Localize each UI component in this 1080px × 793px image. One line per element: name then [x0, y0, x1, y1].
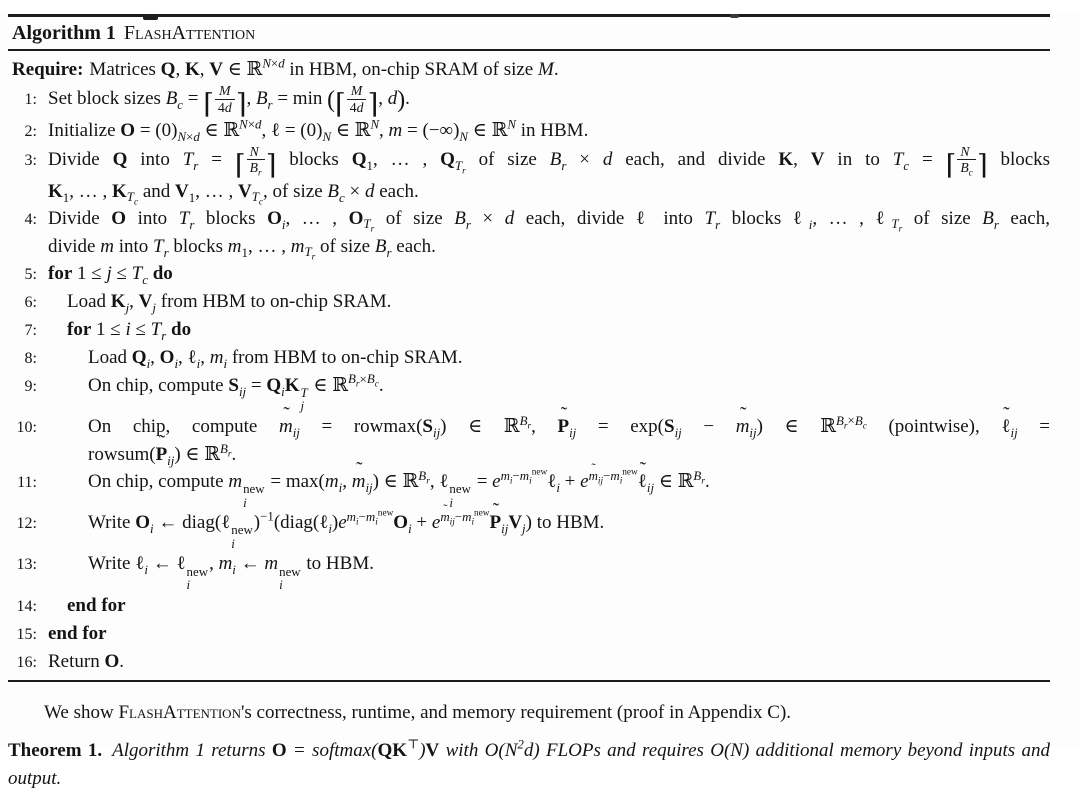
line-content: for $1 \le j \le T_c$ do	[48, 262, 173, 287]
line-content: Divide Q into $T_r$ = ⌈ $\frac{N}{B_r}$ ⌉ blocks $Q_1$, … , $Q_{T_r}$ of size $B_r \times d$ each, and divide K, V in to $T_c$ = ⌈ $\frac{N}{B_c}$ ⌉ blocks	[48, 143, 1051, 180]
line-content: end for	[67, 594, 126, 616]
line-number: 9:	[24, 377, 37, 395]
line-number: 16:	[16, 653, 37, 671]
line-content: Divide O into $T_r$ blocks $O_i$, … , $O_{T_r}$ of size $B_r \times d$ each, divide ℓ into $T_r$ blocks ℓ$_i$, … , ℓ$_{T_r}$ of size $B_r$ each,	[48, 207, 1050, 235]
line-content: end for	[48, 622, 107, 644]
algorithm-line	[8, 84, 1050, 117]
require-label: Require:	[12, 59, 84, 80]
theorem-label: Theorem 1.	[8, 739, 103, 761]
algorithm-line	[8, 233, 1050, 263]
algorithm-box	[8, 14, 1050, 682]
paper-page	[0, 14, 1080, 789]
line-content: divide m into $T_r$ blocks $m_1$, … , $m_{T_r}$ of size $B_r$ each.	[48, 235, 436, 263]
line-content: On chip, compute m $˜_{ij} = rowmax(S_{ij})$ ∈ ℝ$^{B_r}$, P $˜_{ij} = \exp(S_{ij} - m$ $˜_{ij}$) ∈ ℝ$^{B_r\times B_c}$ (pointwise), ℓ $˜_{ij}$ =	[48, 413, 1050, 440]
line-content: Load $K_j$, $V_j$ from HBM to on-chip SRAM.	[67, 290, 392, 315]
line-number: 7:	[24, 321, 37, 339]
line-number: 3:	[24, 151, 37, 169]
algorithm-label: Algorithm 1	[12, 22, 116, 44]
algorithm-line	[8, 117, 1050, 145]
algorithm-line	[8, 468, 1050, 509]
algorithm-line	[8, 145, 1050, 178]
algorithm-bottom-rule	[8, 680, 1050, 682]
algorithm-line	[8, 260, 1050, 288]
algorithm-line	[8, 648, 1050, 676]
line-content: Initialize $O = (0)_{N\times d}$ ∈ ℝ$^{N\times d}$, ℓ = $(0)_N$ ∈ ℝ$^N$, $m = (-\infty)_N$ ∈ ℝ$^N$ in HBM.	[48, 116, 589, 144]
line-number: 6:	[24, 293, 37, 311]
require-text: Matrices Q, K, V ∈ ℝ$^{N\times d}$ in HBM, on-chip SRAM of size M.	[89, 55, 559, 80]
crop-artifact	[730, 14, 739, 18]
line-content: Return O.	[48, 650, 124, 672]
crop-artifact	[143, 14, 158, 20]
line-number: 15:	[16, 625, 37, 643]
line-number: 10:	[16, 418, 37, 436]
line-content: for $1 \le i \le T_r$ do	[67, 318, 192, 343]
line-content: Load $Q_i$, $O_i$, ℓ$_i$, $m_i$ from HBM to on-chip SRAM.	[88, 346, 463, 371]
algorithm-line	[8, 592, 1050, 620]
line-number: 12:	[16, 515, 37, 533]
algorithm-name: FlashAttention	[123, 22, 256, 44]
line-content: Write ℓ$_i$ ← ℓ new i , $m_i$ ← m new i to HBM.	[88, 553, 374, 593]
line-content: Write $O_i$ ← diag(ℓ new i )$^{-1}(diag(\ell_i)e^{m_i-m_i^{new}}O_i + e^{m_{ij}-m_i^{new}}P$ $˜_{ij}V_j$) to HBM.	[48, 509, 1050, 550]
theorem-body: Algorithm 1 returns O = softmax(QK⊤)V with $O(N^2d)$ FLOPs and requires O(N) additional memory beyond inputs and output.	[8, 736, 1051, 789]
require-line	[8, 56, 1050, 83]
line-content: On chip, compute $S_{ij} = Q_iK$ T j ∈ ℝ$^{B_r\times B_c}$.	[88, 371, 384, 414]
algorithm-line	[8, 344, 1050, 372]
line-number: 4:	[24, 210, 37, 228]
algorithm-lines	[8, 84, 1050, 676]
algorithm-header	[8, 17, 1050, 49]
algorithm-line	[8, 316, 1050, 344]
body-paragraph: We show FlashAttention's correctness, runtime, and memory requirement (proof in Appendix C).	[44, 701, 792, 723]
line-number: 1:	[24, 91, 37, 109]
algorithm-line	[8, 550, 1050, 591]
line-content: Set block sizes $B_c$ = ⌈ $\frac{M}{4d}$ ⌉, $B_r = \min$ (⌈ $\frac{M}{4d}$ ⌉, d).	[48, 83, 410, 119]
algorithm-line	[8, 205, 1050, 233]
line-content: On chip, compute m new i = $\max(m_i$, m $˜_{ij}$) ∈ ℝ$^{B_r}$, ℓ new i = $e^{m_i-m_i^{new}}\ell_i$ + $e^{m_{ij}-m_i^{new}}\ell$ $˜_{ij}$ ∈ ℝ$^{B_r}$.	[48, 468, 1050, 509]
algorithm-line	[8, 509, 1050, 550]
algorithm-line	[8, 620, 1050, 648]
line-number: 2:	[24, 122, 37, 140]
algorithm-line	[8, 178, 1050, 208]
line-content: rowsum(P $˜_{ij}$) ∈ ℝ$^{B_r}$.	[48, 441, 1050, 468]
line-content: $K_1$, … , $K_{T_c}$ and $V_1$, … , $V_{T_c}$, of size $B_c \times d$ each.	[48, 180, 419, 208]
algorithm-line	[8, 288, 1050, 316]
line-number: 13:	[16, 556, 37, 574]
line-number: 5:	[24, 265, 37, 283]
line-number: 8:	[24, 349, 37, 367]
line-number: 11:	[17, 473, 37, 491]
line-number: 14:	[16, 597, 37, 615]
algorithm-line	[8, 372, 1050, 413]
theorem	[8, 737, 1050, 793]
algorithm-body	[8, 51, 1050, 680]
algorithm-line	[8, 441, 1050, 468]
